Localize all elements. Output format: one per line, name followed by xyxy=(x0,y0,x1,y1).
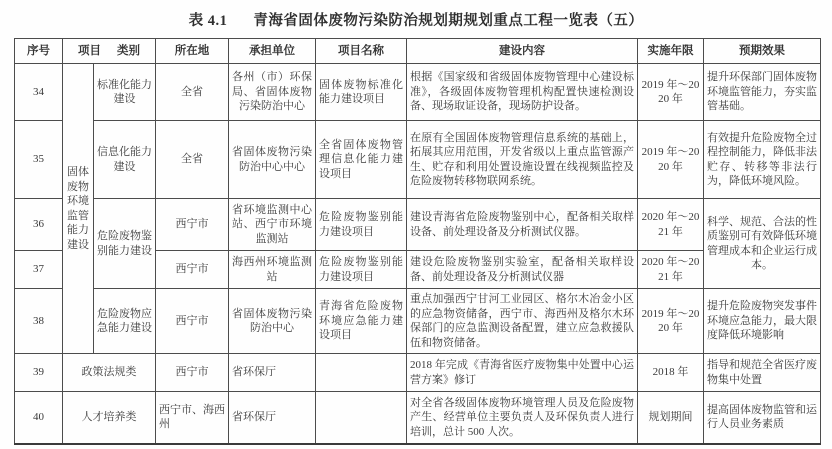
cell-40-content: 对全省各级固体废物环境管理人员及危险废物产生、经营单位主要负责人及环保负责人进行培训，总计 500 人次。 xyxy=(407,392,638,444)
header-serial: 序号 xyxy=(15,39,63,64)
cell-35-location: 全省 xyxy=(156,121,229,199)
cell-36-years: 2020 年～2021 年 xyxy=(638,199,704,251)
table-title xyxy=(0,9,832,30)
cell-project-group: 固体废物环境监管能力建设 xyxy=(63,64,94,354)
cell-36-category: 危险废物鉴别能力建设 xyxy=(94,199,156,289)
projects-table xyxy=(14,38,821,445)
cell-40-name-empty xyxy=(316,392,407,444)
cell-37-location: 西宁市 xyxy=(156,251,229,289)
cell-37-no: 37 xyxy=(15,251,63,289)
cell-36-location: 西宁市 xyxy=(156,199,229,251)
cell-37-years: 2020 年～2021 年 xyxy=(638,251,704,289)
header-project: 项目 xyxy=(78,44,101,57)
table-row xyxy=(15,354,821,392)
table-number: 表 4.1 xyxy=(188,13,228,29)
cell-38-category: 危险废物应急能力建设 xyxy=(94,289,156,354)
cell-38-effect: 提升危险废物突发事件环境应急能力，最大限度降低环境影响 xyxy=(704,289,821,354)
cell-38-unit: 省固体废物污染防治中心 xyxy=(229,289,316,354)
cell-34-years: 2019 年～2020 年 xyxy=(638,64,704,121)
cell-35-name: 全省固体废物管理信息化能力建设项目 xyxy=(316,121,407,199)
cell-39-no: 39 xyxy=(15,354,63,392)
cell-35-category: 信息化能力建设 xyxy=(94,121,156,199)
cell-39-location: 西宁市 xyxy=(156,354,229,392)
cell-34-content: 根据《国家级和省级固体废物管理中心建设标准》，各级固体废物管理机构配置快速检测设备、现场取证设备，现场防护设备。 xyxy=(407,64,638,121)
table-row xyxy=(15,289,821,354)
cell-38-location: 西宁市 xyxy=(156,289,229,354)
cell-34-unit: 各州（市）环保局、省固体废物污染防治中心 xyxy=(229,64,316,121)
header-effect: 预期效果 xyxy=(704,39,821,64)
cell-36-content: 建设青海省危险废物鉴别中心，配备相关取样设备、前处理设备及分析测试仪器。 xyxy=(407,199,638,251)
cell-38-name: 青海省危险废物环境应急能力建设项目 xyxy=(316,289,407,354)
cell-39-effect: 指导和规范全省医疗废物集中处置 xyxy=(704,354,821,392)
cell-39-name-empty xyxy=(316,354,407,392)
header-unit: 承担单位 xyxy=(229,39,316,64)
table-row xyxy=(15,392,821,444)
cell-39-category: 政策法规类 xyxy=(63,354,156,392)
cell-38-years: 2019 年～2020 年 xyxy=(638,289,704,354)
table-row xyxy=(15,64,821,121)
cell-37-unit: 海西州环境监测站 xyxy=(229,251,316,289)
cell-34-name: 固体废物标准化能力建设项目 xyxy=(316,64,407,121)
header-location: 所在地 xyxy=(156,39,229,64)
cell-38-content: 重点加强西宁甘河工业园区、格尔木冶金小区的应急物资储备，西宁市、海西州及格尔木环保部门的应急监测设备配置，建立应急救援队伍和物资储备。 xyxy=(407,289,638,354)
cell-36-name: 危险废物鉴别能力建设项目 xyxy=(316,199,407,251)
table-caption: 青海省固体废物污染防治规划期规划重点工程一览表（五） xyxy=(253,13,644,29)
header-content: 建设内容 xyxy=(407,39,638,64)
cell-37-name: 危险废物鉴别能力建设项目 xyxy=(316,251,407,289)
cell-35-no: 35 xyxy=(15,121,63,199)
cell-35-effect: 有效提升危险废物全过程控制能力，降低非法贮存、转移等非法行为，降低环境风险。 xyxy=(704,121,821,199)
cell-40-effect: 提高固体废物监管和运行人员业务素质 xyxy=(704,392,821,444)
cell-36-no: 36 xyxy=(15,199,63,251)
header-years: 实施年限 xyxy=(638,39,704,64)
cell-36-effect: 科学、规范、合法的性质鉴别可有效降低环境管理成本和企业运行成本。 xyxy=(704,199,821,289)
cell-34-no: 34 xyxy=(15,64,63,121)
header-row xyxy=(15,39,821,64)
cell-34-location: 全省 xyxy=(156,64,229,121)
table-row xyxy=(15,121,821,199)
cell-40-no: 40 xyxy=(15,392,63,444)
cell-39-years: 2018 年 xyxy=(638,354,704,392)
table-row xyxy=(15,199,821,251)
cell-40-category: 人才培养类 xyxy=(63,392,156,444)
header-project-category xyxy=(63,39,156,64)
cell-38-no: 38 xyxy=(15,289,63,354)
cell-36-unit: 省环境监测中心站、西宁市环境监测站 xyxy=(229,199,316,251)
cell-40-years: 规划期间 xyxy=(638,392,704,444)
cell-35-years: 2019 年～2020 年 xyxy=(638,121,704,199)
header-category: 类别 xyxy=(117,44,140,57)
cell-34-category: 标准化能力建设 xyxy=(94,64,156,121)
cell-40-location: 西宁市、海西州 xyxy=(156,392,229,444)
cell-34-effect: 提升环保部门固体废物环境监管能力，夯实监管基础。 xyxy=(704,64,821,121)
cell-37-content: 建设危险废物鉴别实验室，配备相关取样设备、前处理设备及分析测试仪器 xyxy=(407,251,638,289)
cell-39-content: 2018 年完成《青海省医疗废物集中处置中心运营方案》修订 xyxy=(407,354,638,392)
cell-39-unit: 省环保厅 xyxy=(229,354,316,392)
cell-35-unit: 省固体废物污染防治中心中心 xyxy=(229,121,316,199)
header-name: 项目名称 xyxy=(316,39,407,64)
cell-35-content: 在原有全国固体废物管理信息系统的基础上，拓展其应用范围，开发省级以上重点监管源产生、贮存和利用处置设施设置在线视频监控及危险废物转移物联网系统。 xyxy=(407,121,638,199)
cell-40-unit: 省环保厅 xyxy=(229,392,316,444)
